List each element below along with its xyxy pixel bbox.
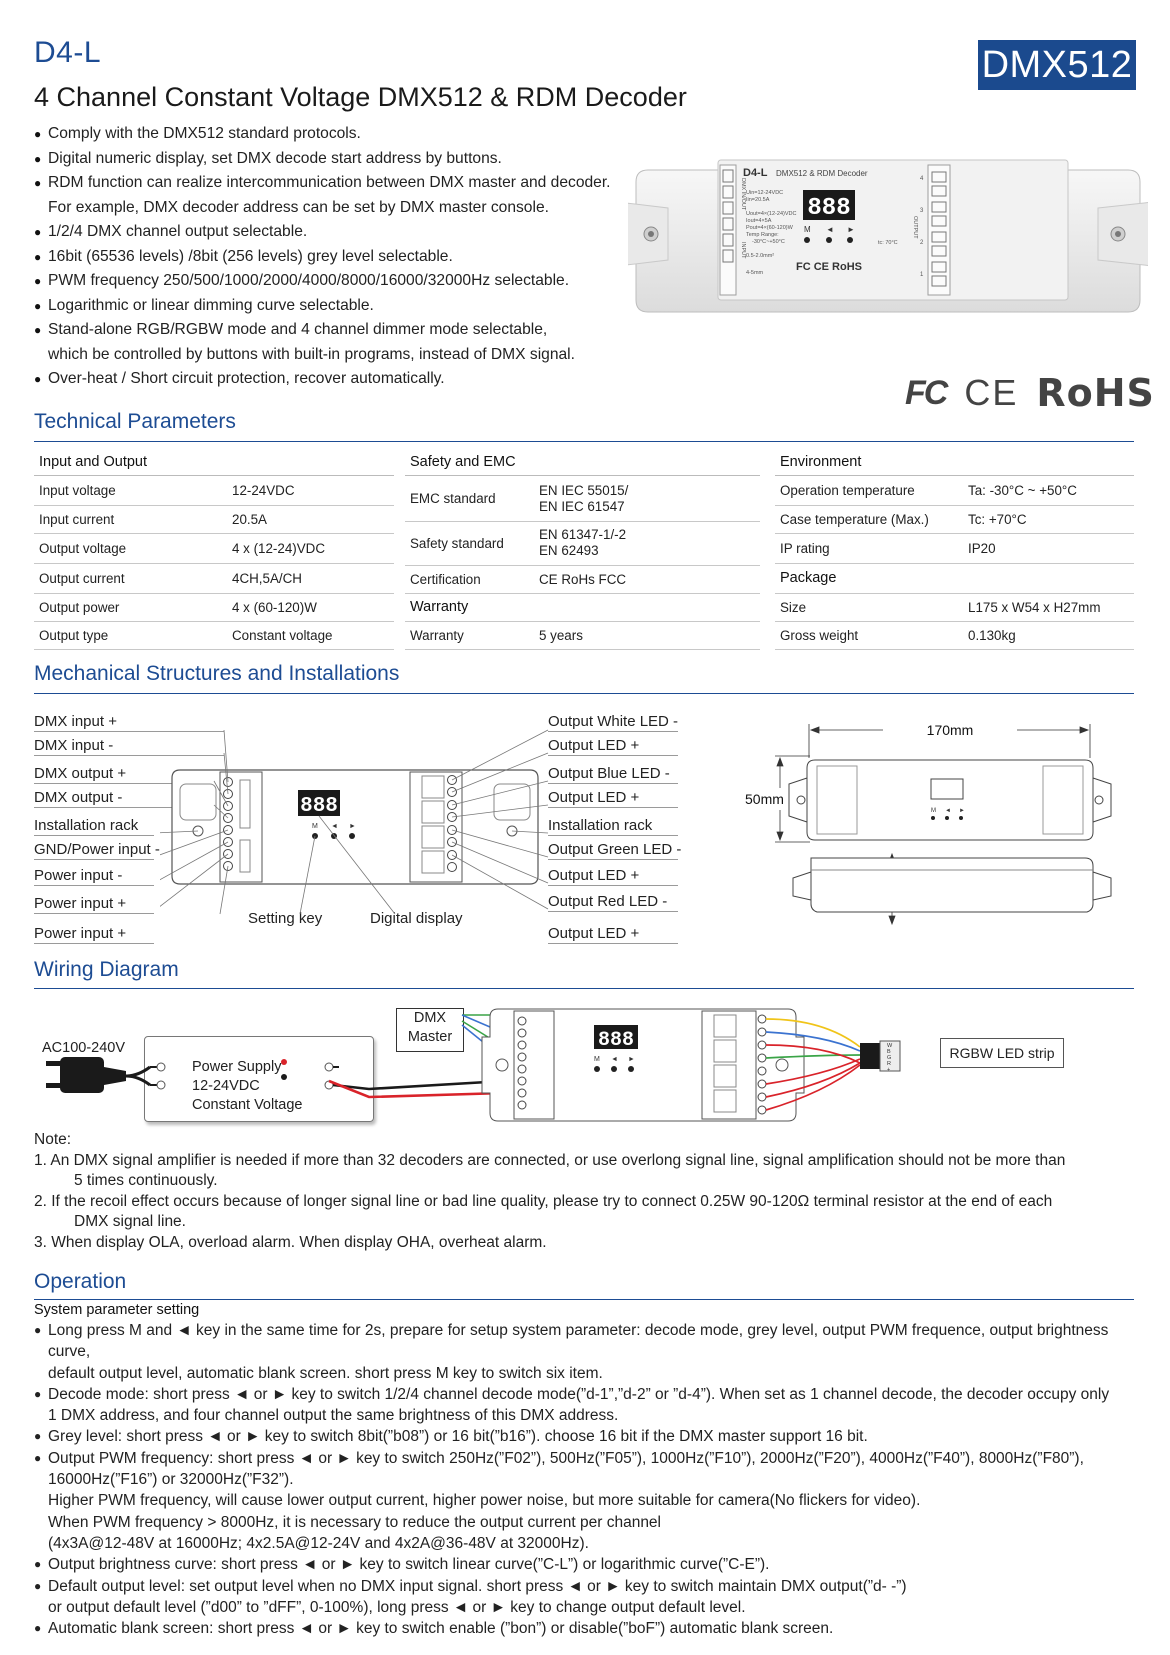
- feature-item: ● PWM frequency 250/500/1000/2000/4000/8000/16000/32000Hz selectable.: [34, 269, 654, 294]
- pin-label-left: DMX input -: [34, 737, 224, 756]
- param-value: Tc: +70°C: [968, 511, 1027, 527]
- note-item: 1. An DMX signal amplifier is needed if more than 32 decoders are connected, or use overlong signal line, signal amplification should not be more than 5 times continuously.: [34, 1151, 1066, 1189]
- operation-subheading: System parameter setting: [34, 1302, 200, 1318]
- param-name: Certification: [410, 571, 481, 587]
- strip-pin: R: [887, 1061, 891, 1067]
- pin-label-right: Installation rack: [548, 817, 678, 836]
- pin-label-left: DMX output +: [34, 765, 214, 784]
- param-value: EN IEC 61547: [539, 499, 625, 514]
- wire-end: [281, 1059, 287, 1065]
- feature-item: ● 1/2/4 DMX channel output selectable.: [34, 220, 654, 245]
- table-row: [775, 505, 1134, 534]
- operation-item: ● Grey level: short press ◄ or ► key to switch 8bit(”b08”) or 16 bit(”b16”). choose 16 bit if the DMX master support 16 bit.: [34, 1426, 1144, 1447]
- page-subtitle: 4 Channel Constant Voltage DMX512 & RDM Decoder: [34, 82, 687, 112]
- dimension-drawing: [735, 708, 1135, 938]
- section-title-operation: Operation: [34, 1270, 127, 1293]
- product-channel-label: 1: [920, 272, 924, 278]
- operation-item: ● Default output level: set output level when no DMX input signal. short press ◄ or ► key to switch maintain DMX output(”d- -”) or output default level (”d00” to ”dFF”, 0-100%), long press ◄ or ► key to change output default level.: [34, 1576, 1144, 1619]
- table-row: [34, 533, 394, 564]
- param-name: EMC standard: [410, 490, 496, 506]
- product-button-m: [804, 237, 810, 243]
- product-channel-label: 4: [920, 176, 924, 182]
- pin-label-left: Power input -: [34, 867, 154, 886]
- side-view-outline: [811, 858, 1093, 912]
- pin-label-right: Output Blue LED -: [548, 765, 678, 784]
- dim-width: 50mm: [745, 791, 784, 807]
- mech-button-label: ►: [349, 823, 356, 830]
- pin-label-left: DMX input +: [34, 713, 224, 732]
- note-item: 2. If the recoil effect occurs because of longer signal line or bad line quality, please try to connect 0.25W 90-120Ω terminal resistor at the end of each DMX signal line.: [34, 1192, 1053, 1230]
- top-view-outline: [807, 760, 1093, 840]
- param-name: Output power: [39, 599, 120, 615]
- notes-block: [34, 1130, 1124, 1253]
- table-row: [34, 563, 394, 594]
- param-name: Gross weight: [780, 627, 859, 643]
- product-button-right: [847, 237, 853, 243]
- param-value: L175 x W54 x H27mm: [968, 599, 1101, 615]
- table-input-output: [34, 449, 394, 649]
- product-spec: Uin=12-24VDC: [746, 190, 784, 196]
- model-title: D4-L: [34, 36, 102, 69]
- product-display-digits: 888: [807, 195, 851, 222]
- wiring-display-digits: 888: [597, 1029, 635, 1052]
- feature-item: ● Stand-alone RGB/RGBW mode and 4 channel dimmer mode selectable, which be controlled by buttons with built-in programs, instead of DMX signal.: [34, 318, 654, 367]
- product-tc: tc: 70°C: [878, 240, 898, 246]
- table-environment: [775, 449, 1134, 649]
- param-value: Constant voltage: [232, 627, 333, 643]
- mech-button-label: ◄: [331, 823, 338, 830]
- table-row: [775, 533, 1134, 564]
- feature-item: ● 16bit (65536 levels) /8bit (256 levels) grey level selectable.: [34, 245, 654, 270]
- section-rule: [34, 693, 1134, 694]
- setting-key-label: Setting key: [248, 910, 323, 927]
- feature-list: [34, 122, 654, 392]
- product-terminal-left: [720, 165, 736, 295]
- product-spec: Iin=20.5A: [746, 197, 770, 203]
- table-row: [405, 621, 760, 650]
- strip-pin: G: [887, 1055, 892, 1061]
- note-item: 3. When display OLA, overload alarm. When display OHA, overheat alarm.: [34, 1233, 547, 1251]
- protocol-badge: DMX512: [978, 40, 1136, 90]
- product-cert-text: FC CE RoHS: [796, 261, 862, 273]
- wiring-button-label: M: [594, 1056, 600, 1063]
- feature-item: ● Logarithmic or linear dimming curve selectable.: [34, 294, 654, 319]
- table-header: Safety and EMC: [405, 449, 760, 476]
- operation-item: ● Long press M and ◄ key in the same time for 2s, prepare for setup system parameter: decode mode, grey level, output PWM frequence, output brightness curve, default output level, automatic blank screen. short press M key to switch six item.: [34, 1320, 1144, 1384]
- power-wire-negative: [333, 1081, 504, 1089]
- section-rule: [34, 441, 1134, 442]
- digital-display-label: Digital display: [370, 910, 463, 927]
- table-header: Input and Output: [34, 449, 394, 476]
- product-strip-spec: 4-5mm: [746, 270, 764, 276]
- product-button-label: M: [804, 225, 811, 234]
- param-name: Size: [780, 599, 807, 615]
- param-value: IP20: [968, 540, 996, 556]
- table-row: [405, 593, 760, 622]
- psu-line: 12-24VDC: [192, 1078, 260, 1094]
- param-name: Output voltage: [39, 540, 127, 556]
- product-title-text: DMX512 & RDM Decoder: [776, 169, 868, 178]
- product-dmx-label: DMX IN/OUT: [740, 178, 746, 211]
- product-spec: Temp Range:: [746, 232, 779, 238]
- table-row: [34, 621, 394, 650]
- operation-list: [34, 1320, 1144, 1639]
- param-name: Input current: [39, 511, 115, 527]
- product-spec: -30°C~+50°C: [752, 239, 785, 245]
- param-value: 5 years: [539, 627, 583, 643]
- param-name: Output type: [39, 627, 109, 643]
- product-wire-spec: 0.5-2.0mm²: [746, 253, 775, 259]
- pin-label-left: GND/Power input -: [34, 841, 160, 858]
- section-title-wiring: Wiring Diagram: [34, 958, 179, 981]
- notes-title: Note:: [34, 1131, 72, 1148]
- table-subheader: Package: [780, 570, 837, 586]
- pin-label-right: Output LED +: [548, 789, 678, 808]
- strip-pin: B: [887, 1049, 891, 1055]
- pin-label-left: Power input +: [34, 925, 154, 944]
- product-terminal-right: [928, 165, 950, 295]
- product-channel-label: 3: [920, 208, 924, 214]
- product-spec: Uout=4×(12-24)VDC: [746, 211, 797, 217]
- operation-item: ● Decode mode: short press ◄ or ► key to switch 1/2/4 channel decode mode(”d-1”,”d-2” or ”d-4”). When set as 1 channel decode, the decoder occupy only 1 DMX address, and four channel output the same brightness of this DMX address.: [34, 1384, 1144, 1427]
- product-channel-label: 2: [920, 240, 924, 246]
- psu-line: Constant Voltage: [192, 1097, 303, 1113]
- mech-button-label: M: [312, 823, 318, 830]
- product-button-left: [826, 237, 832, 243]
- product-button-label: ◄: [826, 225, 834, 234]
- table-row: [775, 621, 1134, 650]
- table-subheader: Warranty: [410, 599, 469, 615]
- rohs-logo: RoHS: [1036, 371, 1155, 415]
- product-photo: [628, 150, 1148, 322]
- wiring-diagram: [34, 995, 1034, 1130]
- table-row: [34, 593, 394, 622]
- table-row: [405, 565, 760, 594]
- dmx-master-line: DMX: [413, 1010, 447, 1026]
- table-row: [405, 475, 760, 522]
- param-value: Ta: -30°C ~ +50°C: [968, 482, 1077, 498]
- param-value: 4CH,5A/CH: [232, 570, 302, 586]
- operation-item: ● Automatic blank screen: short press ◄ or ► key to switch enable (”bon”) or disable(”boF”) automatic blank screen.: [34, 1618, 1144, 1639]
- product-button-label: ►: [847, 225, 855, 234]
- param-value: 0.130kg: [968, 627, 1016, 643]
- wiring-button-label: ◄: [611, 1056, 618, 1063]
- table-header: Environment: [775, 449, 1134, 476]
- feature-item: ● RDM function can realize intercommunication between DMX master and decoder. For example, DMX decoder address can be set by DMX master console.: [34, 171, 654, 220]
- table-row: [775, 563, 1134, 594]
- section-rule: [34, 988, 1134, 989]
- param-name: Warranty: [410, 627, 464, 643]
- pin-label-right: Output LED +: [548, 925, 678, 944]
- strip-pin: +: [887, 1067, 891, 1073]
- cert-logos: [905, 372, 1155, 414]
- param-name: IP rating: [780, 540, 830, 556]
- top-view-button-label: M: [931, 808, 936, 814]
- ac-input-label: AC100-240V: [42, 1040, 126, 1056]
- pin-label-left: Power input +: [34, 895, 154, 914]
- param-name: Safety standard: [410, 535, 504, 551]
- psu-line: Power Supply: [192, 1059, 282, 1075]
- feature-item: ● Over-heat / Short circuit protection, recover automatically.: [34, 367, 654, 392]
- wire-end: [281, 1074, 287, 1080]
- top-view-button-label: ►: [959, 808, 965, 814]
- product-spec: Iout=4×5A: [746, 218, 772, 224]
- param-value: EN 62493: [539, 543, 599, 558]
- product-input-label: INPUT: [740, 242, 746, 259]
- mech-display-digits: 888: [300, 795, 338, 818]
- mech-button-right: [349, 833, 355, 839]
- pin-label-right: Output LED +: [548, 737, 678, 756]
- pin-label-right: Output Green LED -: [548, 841, 682, 858]
- feature-item: ● Digital numeric display, set DMX decode start address by buttons.: [34, 147, 654, 172]
- pin-label-right: Output LED +: [548, 867, 678, 886]
- plug-icon: [46, 1057, 150, 1093]
- product-output-label: OUTPUT: [912, 216, 918, 239]
- table-row: [34, 475, 394, 506]
- param-value: 12-24VDC: [232, 482, 295, 498]
- dim-length: 170mm: [926, 722, 974, 738]
- table-row: [775, 475, 1134, 506]
- param-name: Operation temperature: [780, 482, 915, 498]
- param-value: CE RoHs FCC: [539, 571, 627, 587]
- section-rule: [34, 1299, 1134, 1300]
- strip-pin: W: [887, 1043, 893, 1049]
- param-value: EN 61347-1/-2: [539, 527, 627, 542]
- ce-logo: CE: [964, 372, 1019, 413]
- dmx-master-line: Master: [407, 1029, 453, 1045]
- param-name: Case temperature (Max.): [780, 511, 929, 527]
- table-safety: [405, 449, 760, 649]
- param-value: EN IEC 55015/: [539, 483, 629, 498]
- operation-item: ● Output PWM frequency: short press ◄ or ► key to switch 250Hz(”F02”), 500Hz(”F05”), 1000Hz(”F10”), 2000Hz(”F20”), 4000Hz(”F40”), 8000Hz(”F80”), 16000Hz(”F16”) or 32000Hz(”F32”). Higher PWM frequency, will cause lower output current, higher power noise, but more suitable for camera(No flickers for video). When PWM frequency > 8000Hz, it is necessary to reduce the output current per channel (4x3A@12-48V at 16000Hz; 4x2.5A@12-24V and 4x2A@36-48V at 32000Hz).: [34, 1448, 1144, 1554]
- param-value: 4 x (60-120)W: [232, 599, 317, 615]
- product-model-text: D4-L: [743, 167, 768, 179]
- table-row: [775, 593, 1134, 622]
- table-row: [405, 521, 760, 566]
- param-value: 20.5A: [232, 511, 267, 527]
- mechanical-pinout-diagram: [160, 700, 550, 920]
- feature-item: ● Comply with the DMX512 standard protocols.: [34, 122, 654, 147]
- wiring-button-label: ►: [628, 1056, 635, 1063]
- operation-item: ● Output brightness curve: short press ◄ or ► key to switch linear curve(”C-L”) or logarithmic curve(”C-E”).: [34, 1554, 1144, 1575]
- fcc-logo: FC: [905, 373, 947, 412]
- pin-label-left: Installation rack: [34, 817, 154, 836]
- param-name: Output current: [39, 570, 125, 586]
- param-name: Input voltage: [39, 482, 116, 498]
- pin-label-right: Output Red LED -: [548, 893, 678, 912]
- section-title-technical: Technical Parameters: [34, 410, 236, 433]
- param-value: 4 x (12-24)VDC: [232, 540, 326, 556]
- led-strip-box: RGBW LED strip: [940, 1038, 1064, 1068]
- product-spec: Pout=4×(60-120)W: [746, 225, 793, 231]
- top-view-button-label: ◄: [945, 808, 951, 814]
- strip-cable: [860, 1043, 880, 1069]
- table-row: [34, 505, 394, 534]
- section-title-mechanical: Mechanical Structures and Installations: [34, 662, 400, 685]
- pin-label-right: Output White LED -: [548, 713, 679, 730]
- pin-label-left: DMX output -: [34, 789, 214, 808]
